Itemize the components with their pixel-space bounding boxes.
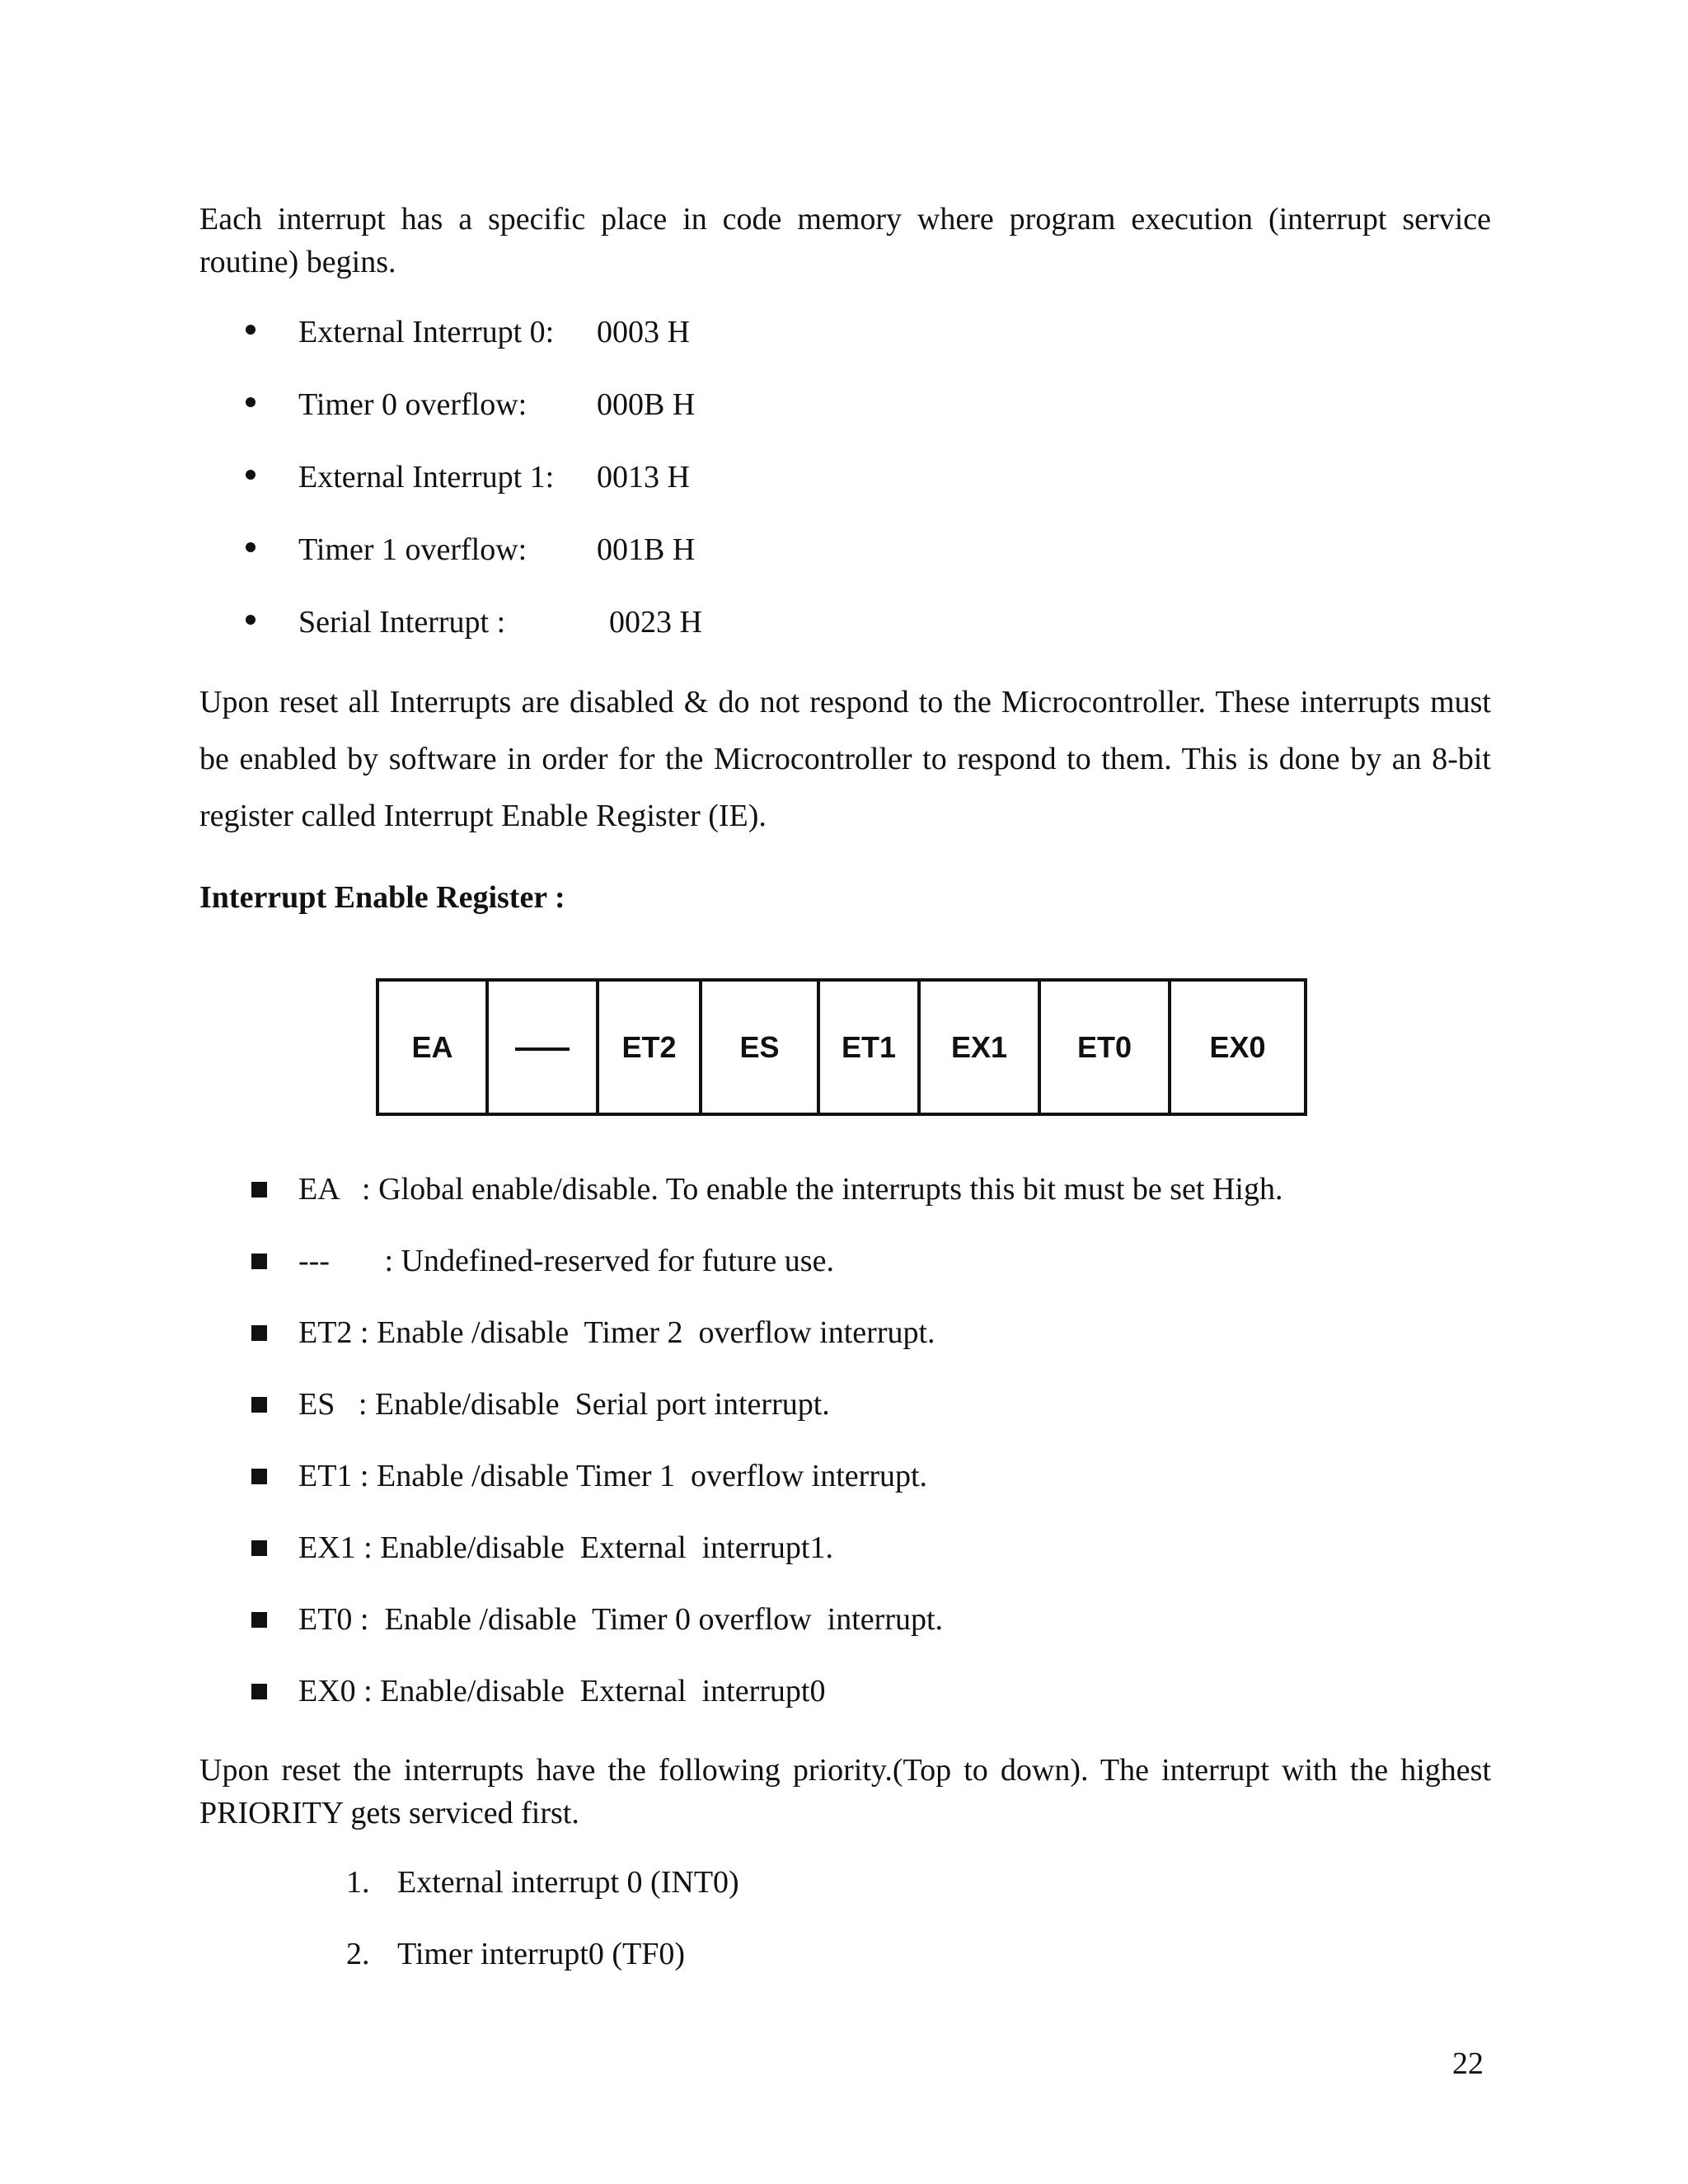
square-bullet-icon xyxy=(251,1469,267,1484)
bit-description-text: EA : Global enable/disable. To enable the interrupts this bit must be set High. xyxy=(298,1172,1283,1207)
square-bullet-icon xyxy=(251,1684,267,1699)
ie-heading: Interrupt Enable Register : xyxy=(199,880,565,915)
square-bullet-icon xyxy=(251,1182,267,1197)
priority-number: 1. xyxy=(346,1865,370,1900)
register-bit-cell: EX0 xyxy=(1168,982,1304,1113)
bit-description-text: ET2 : Enable /disable Timer 2 overflow interrupt. xyxy=(298,1315,935,1350)
vector-address: 000B H xyxy=(597,387,696,422)
bullet-icon xyxy=(246,470,256,480)
vector-name: External Interrupt 1: xyxy=(298,460,555,494)
square-bullet-icon xyxy=(251,1540,267,1556)
vector-name: Timer 1 overflow: xyxy=(298,532,528,567)
vector-name: External Interrupt 0: xyxy=(298,315,555,349)
intro-paragraph: Each interrupt has a specific place in code memory where program execution (interrupt service routine) begins. xyxy=(199,202,1491,279)
bit-description-text: EX1 : Enable/disable External interrupt1. xyxy=(298,1530,833,1565)
bullet-icon xyxy=(246,542,256,552)
bit-description-text: --- : Undefined-reserved for future use. xyxy=(298,1244,834,1278)
register-bit-reserved xyxy=(485,982,596,1113)
priority-text: External interrupt 0 (INT0) xyxy=(397,1865,739,1900)
register-bit-cell: ES xyxy=(699,982,817,1113)
reset-paragraph: Upon reset all Interrupts are disabled & do not respond to the Microcontroller. These interrupts must be enabled by software in order for the Microcontroller to respond to them. This is done by an 8-bit register called Interrupt Enable Register (IE). xyxy=(199,685,1491,833)
bit-description-text: EX0 : Enable/disable External interrupt0 xyxy=(298,1674,826,1708)
square-bullet-icon xyxy=(251,1254,267,1269)
bullet-icon xyxy=(246,325,256,335)
register-bit-cell: EX1 xyxy=(917,982,1038,1113)
vector-address: 0003 H xyxy=(597,315,690,349)
bit-description-text: ET1 : Enable /disable Timer 1 overflow interrupt. xyxy=(298,1459,928,1493)
bullet-icon xyxy=(246,615,256,625)
page-number: 22 xyxy=(1452,2046,1484,2081)
square-bullet-icon xyxy=(251,1325,267,1341)
vector-name: Serial Interrupt : xyxy=(298,605,506,640)
vector-address: 0023 H xyxy=(609,605,702,640)
bit-description-text: ET0 : Enable /disable Timer 0 overflow interrupt. xyxy=(298,1602,944,1637)
reserved-dash xyxy=(515,1047,570,1051)
vector-address: 0013 H xyxy=(597,460,690,494)
priority-paragraph: Upon reset the interrupts have the following priority.(Top to down). The interrupt with the highest PRIORITY gets serviced first. xyxy=(199,1753,1491,1830)
vector-name: Timer 0 overflow: xyxy=(298,387,528,422)
register-bit-cell: EA xyxy=(411,1030,453,1064)
register-bit-cell: ET1 xyxy=(817,982,917,1113)
register-bit-cell: ET2 xyxy=(596,982,699,1113)
priority-text: Timer interrupt0 (TF0) xyxy=(397,1937,686,1971)
square-bullet-icon xyxy=(251,1612,267,1628)
bullet-icon xyxy=(246,397,256,407)
square-bullet-icon xyxy=(251,1397,267,1413)
register-bit-cell: ET0 xyxy=(1038,982,1168,1113)
bit-description-text: ES : Enable/disable Serial port interrupt. xyxy=(298,1387,830,1422)
ie-register-table xyxy=(376,978,1307,1116)
vector-address: 001B H xyxy=(597,532,696,567)
priority-number: 2. xyxy=(346,1937,370,1971)
